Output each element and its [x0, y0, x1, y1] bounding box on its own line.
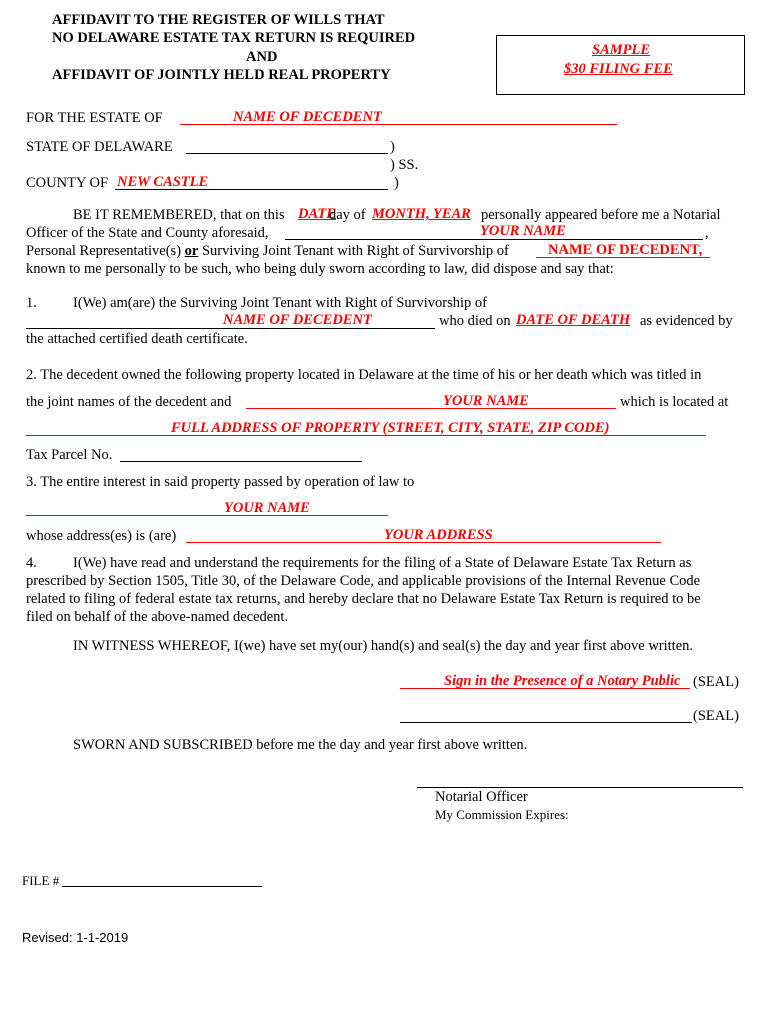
item1-text: I(We) am(are) the Surviving Joint Tenant with Right of Survivorship of — [73, 295, 487, 311]
paren-1: ) — [390, 139, 395, 155]
file-number-blank[interactable] — [62, 886, 262, 887]
item3-name-underline — [26, 515, 388, 516]
item1-number: 1. — [26, 295, 37, 311]
item3-your-name-field[interactable]: YOUR NAME — [224, 500, 310, 516]
pr-text — [26, 243, 509, 260]
state-blank[interactable] — [186, 153, 388, 154]
date-of-death-field[interactable]: DATE OF DEATH — [516, 312, 631, 328]
title-line-4: AFFIDAVIT OF JOINTLY HELD REAL PROPERTY — [52, 67, 391, 83]
sample-label: SAMPLE — [592, 42, 651, 58]
estate-label: FOR THE ESTATE OF — [26, 110, 163, 126]
signature-instruction[interactable]: Sign in the Presence of a Notary Public — [444, 673, 681, 689]
your-address-field[interactable]: YOUR ADDRESS — [384, 527, 493, 543]
title-line-1: AFFIDAVIT TO THE REGISTER OF WILLS THAT — [52, 12, 385, 28]
seal-label-2: (SEAL) — [693, 708, 739, 724]
joint-names-text: the joint names of the decedent and — [26, 394, 232, 410]
your-name-field[interactable]: YOUR NAME — [480, 223, 566, 239]
county-label: COUNTY OF — [26, 175, 109, 191]
known-text: known to me personally to be such, who being duly sworn according to law, did dispose and say that: — [26, 261, 614, 277]
month-year-field[interactable]: MONTH, YEAR — [372, 206, 471, 222]
tax-parcel-blank[interactable] — [120, 461, 362, 462]
revised-date: Revised: 1-1-2019 — [22, 930, 129, 945]
file-number-label: FILE # — [22, 873, 60, 888]
notarial-officer-label: Notarial Officer — [435, 789, 528, 805]
item4-line-3: related to filing of federal estate tax returns, and hereby declare that no Delaware Estate Tax Return is required to be — [26, 591, 701, 607]
officer-text: Officer of the State and County aforesaid, — [26, 225, 269, 241]
item3-text: 3. The entire interest in said property passed by operation of law to — [26, 474, 415, 490]
remembered-text-2: day of — [329, 207, 366, 223]
remembered-text-3: personally appeared before me a Notarial — [481, 207, 721, 223]
tax-parcel-label: Tax Parcel No. — [26, 447, 113, 463]
county-value[interactable]: NEW CASTLE — [117, 174, 209, 190]
title-line-3: AND — [246, 49, 278, 65]
item1-decedent-field[interactable]: NAME OF DECEDENT — [223, 312, 372, 328]
commission-expires-label: My Commission Expires: — [435, 807, 569, 822]
pr-text-1: Personal Representative(s) — [26, 243, 182, 259]
seal-label-1: (SEAL) — [693, 674, 739, 690]
ss-label: ) SS. — [390, 157, 419, 173]
title-line-2: NO DELAWARE ESTATE TAX RETURN IS REQUIRED — [52, 30, 416, 46]
filing-fee-label: $30 FILING FEE — [564, 61, 673, 77]
witness-text: IN WITNESS WHEREOF, I(we) have set my(our) hand(s) and seal(s) the day and year first above written. — [73, 638, 694, 654]
death-cert-text: the attached certified death certificate. — [26, 331, 248, 347]
comma: , — [705, 225, 709, 241]
located-text: which is located at — [620, 394, 729, 410]
died-on-text: who died on — [439, 313, 511, 329]
estate-decedent-name[interactable]: NAME OF DECEDENT — [233, 109, 382, 125]
item2-your-name-field[interactable]: YOUR NAME — [443, 393, 529, 409]
decedent-name-field[interactable]: NAME OF DECEDENT, — [548, 242, 703, 258]
or-text: or — [184, 243, 199, 259]
notary-signature-line[interactable] — [417, 787, 743, 788]
property-address-field[interactable]: FULL ADDRESS OF PROPERTY (STREET, CITY, STATE, ZIP CODE) — [171, 420, 610, 436]
item4-line-1: I(We) have read and understand the requirements for the filing of a State of Delaware Estate Tax Return as — [73, 555, 692, 571]
evidenced-text: as evidenced by — [640, 313, 733, 329]
item2-name-underline — [246, 408, 616, 409]
pr-text-2: Surviving Joint Tenant with Right of Survivorship of — [201, 243, 509, 259]
state-label: STATE OF DELAWARE — [26, 139, 173, 155]
date-field[interactable]: DATE — [298, 206, 336, 222]
item4-number: 4. — [26, 555, 37, 571]
sworn-text: SWORN AND SUBSCRIBED before me the day and year first above written. — [73, 737, 528, 753]
address-label: whose address(es) is (are) — [26, 528, 177, 544]
item4-line-4: filed on behalf of the above-named decedent. — [26, 609, 289, 625]
item4-line-2: prescribed by Section 1505, Title 30, of the Delaware Code, and applicable provisions of the Internal Revenue Code — [26, 573, 701, 589]
item2-text: 2. The decedent owned the following property located in Delaware at the time of his or her death which was titled in — [26, 367, 702, 383]
signature-line-2[interactable] — [400, 722, 692, 723]
remembered-text-1: BE IT REMEMBERED, that on this — [73, 207, 285, 223]
paren-3: ) — [394, 175, 399, 191]
